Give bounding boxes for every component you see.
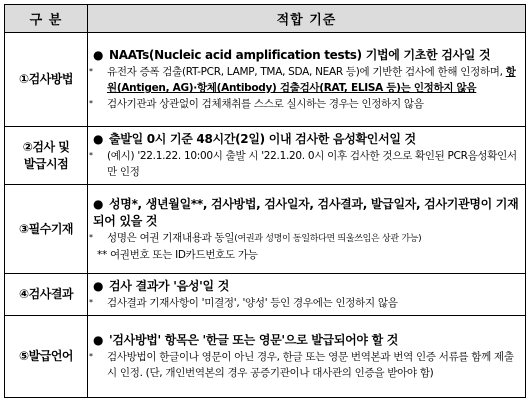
main-criterion: ● '검사방법' 항목은 '한글 또는 영문'으로 발급되어야 할 것: [93, 333, 399, 347]
main-criterion: ● NAATs(Nucleic acid amplification tests) 기법에 기초한 검사일 것: [93, 48, 491, 62]
header-row: [5, 5, 526, 33]
criteria-cell: [88, 185, 526, 274]
asterisk-icon: *: [89, 67, 93, 76]
table-row: [5, 316, 526, 398]
asterisk-icon: *: [89, 99, 93, 108]
bullet-icon: ●: [93, 132, 104, 146]
main-criterion: ● 출발일 0시 기준 48시간(2일) 이내 검사한 음성확인서일 것: [93, 132, 416, 146]
table-row: [5, 33, 526, 127]
sub-note: ** 여권번호 또는 ID카드번호도 가능: [97, 248, 258, 261]
criteria-cell: [88, 274, 526, 316]
criteria-cell: [88, 33, 526, 127]
table-row: [5, 185, 526, 274]
category-cell: ①검사방법: [5, 33, 88, 127]
sub-note: * (예시) '22.1.22. 10:00시 출발 시 '22.1.20. 0시 이후 검사한 것으로 확인된 PCR음성확인서만 인정: [89, 150, 517, 178]
asterisk-icon: *: [89, 352, 93, 361]
main-criterion: ● 검사 결과가 '음성'일 것: [93, 279, 230, 293]
category-cell: ⑤발급언어: [5, 316, 88, 398]
asterisk-icon: *: [89, 298, 93, 307]
asterisk-icon: *: [89, 151, 93, 160]
sub-note: * 성명은 여권 기재내용과 동일(여권과 성명이 동일하다면 띄울쓰임은 상관 가능): [89, 231, 422, 244]
table-row: [5, 127, 526, 185]
bullet-icon: ●: [93, 48, 104, 62]
bullet-icon: ●: [93, 333, 104, 347]
sub-note: * 검사방법이 한글이나 영문이 아닌 경우, 한글 또는 영문 번역본과 번역 인증 서류를 함께 제출 시 인정. (단, 개인번역본의 경우 공증기관이나 대사관의 인증을 받아야 함): [89, 351, 514, 379]
criteria-table: [4, 4, 526, 398]
sub-note: * 검사결과 기재사항이 '미결정', '양성' 등인 경우에는 인정하지 않음: [89, 297, 398, 309]
bullet-icon: ●: [93, 279, 104, 293]
criteria-cell: [88, 316, 526, 398]
sub-note: * 검사기관과 상관없이 검체채취를 스스로 실시하는 경우는 인정하지 않음: [89, 98, 424, 110]
table-row: [5, 274, 526, 316]
criteria-cell: [88, 127, 526, 185]
category-cell: ②검사 및 발급시점: [5, 127, 88, 185]
category-cell: ④검사결과: [5, 274, 88, 316]
header-category: 구 분: [5, 5, 88, 33]
sub-note: * 유전자 증폭 검출(RT-PCR, LAMP, TMA, SDA, NEAR 등)에 기반한 검사에 한해 인정하며, 항원(Antigen, AG)·항체(Antibody) 검출검사(RAT, ELISA 등)는 인정하지 않음: [89, 66, 516, 94]
header-criteria: 적합 기준: [88, 5, 526, 33]
category-cell: ③필수기재: [5, 185, 88, 274]
bullet-icon: ●: [93, 196, 104, 211]
main-criterion: ● 성명*, 생년월일**, 검사방법, 검사일자, 검사결과, 발급일자, 검사기관명이 기재되어 있을 것: [93, 196, 519, 228]
asterisk-icon: *: [89, 232, 93, 242]
